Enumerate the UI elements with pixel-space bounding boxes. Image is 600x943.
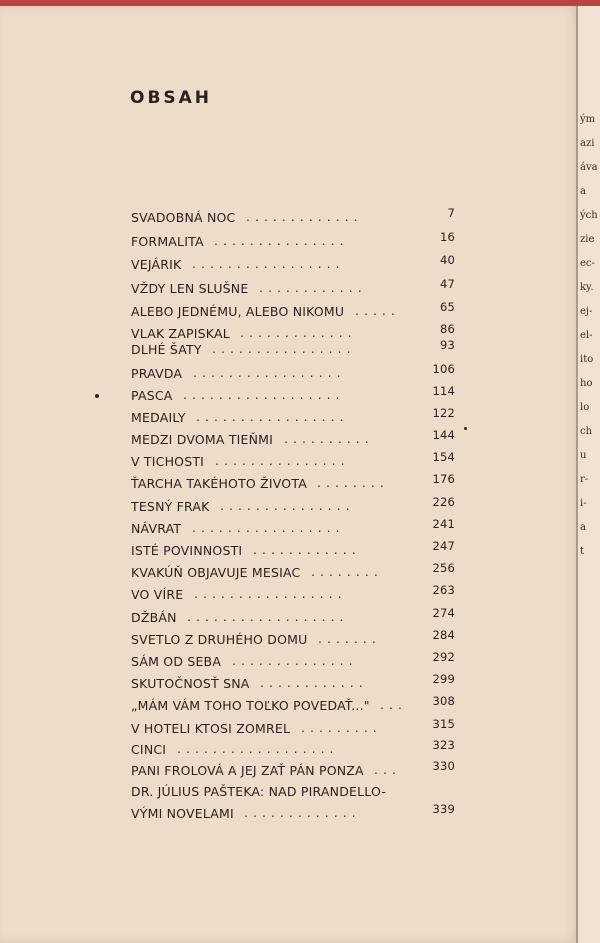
toc-entry-page: 144 — [432, 428, 455, 442]
toc-entry-page: 247 — [432, 539, 455, 553]
toc-entry — [131, 650, 461, 674]
toc-entry-title: DŽBÁN — [131, 610, 177, 625]
toc-entry-title: VEJÁRIK — [131, 257, 182, 272]
toc-entry — [131, 495, 461, 519]
toc-entry-page: 40 — [439, 253, 455, 267]
toc-entry-page: 154 — [432, 450, 455, 464]
toc-entry-title: SVADOBNÁ NOC — [131, 210, 236, 225]
toc-entry — [131, 338, 461, 362]
toc-entry-title: CINCI — [131, 742, 167, 757]
toc-leader-dots: ............... — [220, 498, 355, 513]
toc-entry — [131, 738, 461, 762]
toc-entry-page: 339 — [432, 802, 455, 816]
toc-entry-title: SVETLO Z DRUHÉHO DOMU — [131, 632, 308, 647]
toc-entry-title: DR. JÚLIUS PAŠTEKA: NAD PIRANDELLO- — [131, 784, 387, 799]
toc-leader-dots: ............ — [260, 675, 368, 690]
toc-entry-page: 65 — [439, 300, 455, 314]
adjacent-page-text: zie — [580, 234, 595, 245]
toc-entry-page: 176 — [432, 472, 455, 486]
toc-entry-page: 292 — [432, 650, 455, 664]
toc-entry — [131, 606, 461, 630]
toc-entry — [131, 672, 461, 696]
adjacent-page-text: a — [580, 522, 586, 533]
toc-entry — [131, 253, 461, 277]
adjacent-page-text: t — [580, 546, 585, 557]
toc-entry-title: MEDAILY — [131, 410, 186, 425]
toc-entry-page: 241 — [432, 517, 455, 531]
toc-entry-title: PANI FROLOVÁ A JEJ ZAŤ PÁN PONZA — [131, 763, 364, 778]
toc-leader-dots: ... — [374, 762, 401, 777]
toc-entry — [131, 802, 461, 826]
toc-entry-page: 315 — [432, 717, 455, 731]
toc-entry — [131, 472, 461, 496]
toc-entry-title: PRAVDA — [131, 366, 183, 381]
toc-entry-title: NÁVRAT — [131, 521, 182, 536]
adjacent-page-text: ých — [580, 210, 598, 221]
adjacent-page-text: r- — [580, 474, 589, 485]
toc-entry-page: 226 — [432, 495, 455, 509]
toc-leader-dots: .................. — [177, 741, 339, 756]
toc-leader-dots: .............. — [232, 653, 358, 668]
toc-entry — [131, 517, 461, 541]
toc-leader-dots: ............. — [246, 209, 363, 224]
toc-entry-page: 284 — [432, 628, 455, 642]
toc-entry — [131, 362, 461, 386]
toc-entry — [131, 628, 461, 652]
toc-entry-title: VÝMI NOVELAMI — [131, 806, 234, 821]
toc-entry-page: 274 — [432, 606, 455, 620]
adjacent-page-text: u — [580, 450, 587, 461]
toc-entry — [131, 539, 461, 563]
toc-entry-page: 114 — [432, 384, 455, 398]
toc-entry — [131, 206, 461, 230]
toc-entry-title: VO VÍRE — [131, 587, 184, 602]
toc-entry — [131, 277, 461, 301]
toc-entry-page: 47 — [439, 277, 455, 291]
adjacent-page-text: azi — [580, 138, 595, 149]
toc-leader-dots: ............ — [259, 280, 367, 295]
toc-leader-dots: ............... — [215, 453, 350, 468]
toc-entry-title: ŤARCHA TAKÉHOTO ŽIVOTA — [131, 476, 307, 491]
toc-leader-dots: ................. — [193, 365, 346, 380]
toc-entry-title: V HOTELI KTOSI ZOMREL — [131, 721, 291, 736]
adjacent-page-text: a — [580, 186, 586, 197]
toc-entry-page: 106 — [432, 362, 455, 376]
adjacent-page-text: ho — [580, 378, 593, 389]
toc-entry-title: „MÁM VÁM TOHO TOĽKO POVEDAŤ..." — [131, 698, 370, 713]
toc-entry — [131, 583, 461, 607]
toc-leader-dots: ................ — [212, 341, 356, 356]
toc-entry — [131, 759, 461, 783]
toc-entry-title: VLAK ZAPISKAL — [131, 326, 230, 341]
toc-leader-dots: .................. — [187, 609, 349, 624]
toc-entry-title: ALEBO JEDNÉMU, ALEBO NIKOMU — [131, 304, 345, 319]
adjacent-page-text: ým — [580, 114, 596, 125]
toc-entry-page: 122 — [432, 406, 455, 420]
toc-leader-dots: ................. — [192, 256, 345, 271]
book-page — [0, 6, 580, 943]
toc-entry-title: DLHÉ ŠATY — [131, 342, 202, 357]
toc-entry — [131, 428, 461, 452]
toc-entry — [131, 717, 461, 741]
toc-entry-page: 299 — [432, 672, 455, 686]
toc-leader-dots: ................. — [192, 520, 345, 535]
toc-entry — [131, 694, 461, 718]
toc-entry-page: 93 — [439, 338, 455, 352]
toc-leader-dots: ............... — [214, 233, 349, 248]
toc-entry-title: FORMALITA — [131, 234, 204, 249]
adjacent-page-edge — [576, 6, 600, 943]
toc-entry-page: 7 — [447, 206, 455, 220]
toc-leader-dots: ........ — [317, 475, 389, 490]
toc-leader-dots: ................. — [194, 586, 347, 601]
toc-entry-title: SÁM OD SEBA — [131, 654, 222, 669]
page-title: OBSAH — [130, 88, 213, 108]
ink-spot — [464, 427, 467, 430]
adjacent-page-text: i- — [580, 498, 587, 509]
toc-entry-title: PASCA — [131, 388, 173, 403]
toc-entry-title: V TICHOSTI — [131, 454, 205, 469]
toc-leader-dots: ............ — [253, 542, 361, 557]
toc-entry — [131, 784, 461, 804]
toc-leader-dots: .......... — [284, 431, 374, 446]
toc-entry-title: VŽDY LEN SLUŠNE — [131, 281, 249, 296]
adjacent-page-text: ito — [580, 354, 594, 365]
adjacent-page-text: ch — [580, 426, 593, 437]
toc-entry-title: KVAKÚŇ OBJAVUJE MESIAC — [131, 565, 301, 580]
toc-entry-page: 263 — [432, 583, 455, 597]
toc-leader-dots: ..... — [355, 303, 400, 318]
toc-leader-dots: .................. — [183, 387, 345, 402]
adjacent-page-text: áva — [580, 162, 598, 173]
toc-entry-title: ISTÉ POVINNOSTI — [131, 543, 243, 558]
toc-leader-dots: ............. — [240, 325, 357, 340]
toc-entry — [131, 450, 461, 474]
toc-entry-page: 330 — [432, 759, 455, 773]
toc-entry-title: MEDZI DVOMA TIEŇMI — [131, 432, 274, 447]
toc-entry — [131, 300, 461, 324]
adjacent-page-text: lo — [580, 402, 590, 413]
toc-leader-dots: ................. — [196, 409, 349, 424]
toc-entry-page: 308 — [432, 694, 455, 708]
toc-entry-title: SKUTOČNOSŤ SNA — [131, 676, 250, 691]
ink-spot — [95, 394, 99, 398]
toc-entry-page: 256 — [432, 561, 455, 575]
toc-leader-dots: ........ — [311, 564, 383, 579]
toc-leader-dots: ....... — [318, 631, 381, 646]
adjacent-page-text: ec- — [580, 258, 595, 269]
toc-entry — [131, 384, 461, 408]
toc-entry — [131, 230, 461, 254]
toc-leader-dots: ............. — [244, 805, 361, 820]
adjacent-page-text: ej- — [580, 306, 593, 317]
toc-leader-dots: ... — [380, 697, 407, 712]
toc-entry-page: 86 — [439, 322, 455, 336]
toc-entry-page: 16 — [439, 230, 455, 244]
toc-entry — [131, 561, 461, 585]
toc-entry-page: 323 — [432, 738, 455, 752]
adjacent-page-text: el- — [580, 330, 593, 341]
toc-entry-title: TESNÝ FRAK — [131, 499, 210, 514]
toc-leader-dots: ......... — [301, 720, 382, 735]
adjacent-page-text: ky. — [580, 282, 594, 293]
toc-entry — [131, 406, 461, 430]
